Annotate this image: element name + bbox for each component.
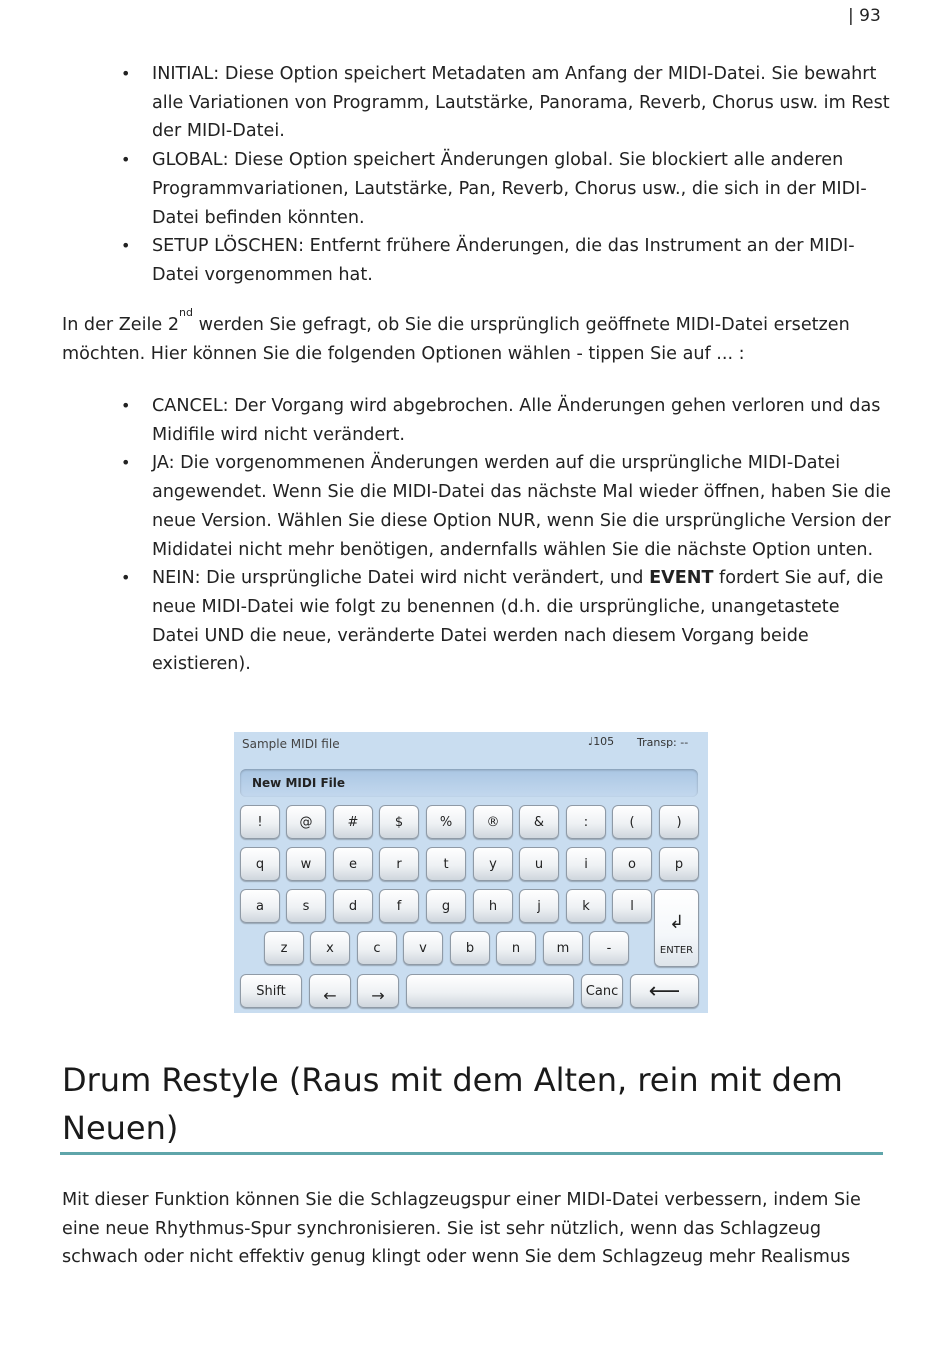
key-at[interactable]: @ bbox=[286, 805, 326, 839]
key-x[interactable]: x bbox=[310, 931, 350, 965]
list-item-cancel: • CANCEL: Der Vorgang wird abgebrochen. Alle Änderungen gehen verloren und das Midifile wird nicht verändert. bbox=[121, 392, 891, 449]
key-colon[interactable]: : bbox=[566, 805, 606, 839]
key-y[interactable]: y bbox=[473, 847, 513, 881]
keyboard-screenshot bbox=[234, 732, 708, 1013]
key-i[interactable]: i bbox=[566, 847, 606, 881]
key-a[interactable]: a bbox=[240, 889, 280, 923]
heading-rule bbox=[60, 1152, 883, 1155]
screen-title: Sample MIDI file bbox=[242, 737, 340, 751]
enter-key-label: ENTER bbox=[659, 945, 694, 956]
enter-icon: ↲ bbox=[668, 912, 685, 933]
key-q[interactable]: q bbox=[240, 847, 280, 881]
backspace-key[interactable] bbox=[630, 974, 699, 1008]
key-k[interactable]: k bbox=[566, 889, 606, 923]
key-dash[interactable]: - bbox=[589, 931, 629, 965]
key-s[interactable]: s bbox=[286, 889, 326, 923]
list-item-ja: • JA: Die vorgenommenen Änderungen werden auf die ursprüngliche MIDI-Datei angewendet. Wenn Sie die MIDI-Datei das nächste Mal wieder öffnen, haben Sie die neue Version. Wählen Sie diese Option NUR, wenn Sie die ursprüngliche Version der Mididatei nicht mehr benötigen, andernfalls wählen Sie die nächste Option unten. bbox=[121, 449, 891, 564]
key-exclamation[interactable]: ! bbox=[240, 805, 280, 839]
key-j[interactable]: j bbox=[519, 889, 559, 923]
key-paren-open[interactable]: ( bbox=[612, 805, 652, 839]
key-m[interactable]: m bbox=[543, 931, 583, 965]
key-v[interactable]: v bbox=[403, 931, 443, 965]
key-d[interactable]: d bbox=[333, 889, 373, 923]
key-f[interactable]: f bbox=[379, 889, 419, 923]
key-b[interactable]: b bbox=[450, 931, 490, 965]
filename-input[interactable] bbox=[240, 769, 698, 797]
enter-key[interactable] bbox=[654, 889, 699, 967]
tempo-display: ♩105 bbox=[588, 735, 615, 748]
page-number: | 93 bbox=[848, 6, 881, 26]
key-h[interactable]: h bbox=[473, 889, 513, 923]
key-g[interactable]: g bbox=[426, 889, 466, 923]
key-r[interactable]: r bbox=[379, 847, 419, 881]
key-dollar[interactable]: $ bbox=[379, 805, 419, 839]
cursor-left-key[interactable] bbox=[309, 974, 351, 1008]
paragraph-replace-question: In der Zeile 2nd werden Sie gefragt, ob Sie die ursprünglich geöffnete MIDI-Datei ersetzen möchten. Hier können Sie die folgenden Optionen wählen - tippen Sie auf ... : bbox=[62, 306, 850, 364]
key-o[interactable]: o bbox=[612, 847, 652, 881]
arrow-right-icon: → bbox=[371, 985, 385, 1005]
key-c[interactable]: c bbox=[357, 931, 397, 965]
list-item-initial: • INITIAL: Diese Option speichert Metadaten am Anfang der MIDI-Datei. Sie bewahrt alle Variationen von Programm, Lautstärke, Panorama, Reverb, Chorus usw. im Rest der MIDI-Datei. bbox=[121, 60, 891, 146]
key-ampersand[interactable]: & bbox=[519, 805, 559, 839]
key-l[interactable]: l bbox=[612, 889, 652, 923]
key-p[interactable]: p bbox=[659, 847, 699, 881]
option-list-replace bbox=[121, 392, 891, 679]
key-u[interactable]: u bbox=[519, 847, 559, 881]
key-w[interactable]: w bbox=[286, 847, 326, 881]
cancel-key[interactable]: Canc bbox=[581, 974, 623, 1008]
list-item-nein: • NEIN: Die ursprüngliche Datei wird nicht verändert, und EVENT fordert Sie auf, die neue MIDI-Datei wie folgt zu benennen (d.h. die ursprüngliche, unangetastete Datei UND die neue, veränderte Datei werden nach diesem Vorgang beide existieren). bbox=[121, 564, 891, 679]
option-list-save bbox=[121, 60, 891, 290]
key-e[interactable]: e bbox=[333, 847, 373, 881]
cursor-right-key[interactable] bbox=[357, 974, 399, 1008]
list-item-setup-loeschen: • SETUP LÖSCHEN: Entfernt frühere Änderungen, die das Instrument an der MIDI-Datei vorgenommen hat. bbox=[121, 232, 891, 289]
key-paren-close[interactable]: ) bbox=[659, 805, 699, 839]
key-n[interactable]: n bbox=[496, 931, 536, 965]
section-heading: Drum Restyle (Raus mit dem Alten, rein mit dem Neuen) bbox=[62, 1061, 843, 1147]
shift-key[interactable]: Shift bbox=[240, 974, 302, 1008]
filename-value: New MIDI File bbox=[252, 776, 346, 790]
space-key[interactable] bbox=[406, 974, 574, 1008]
key-percent[interactable]: % bbox=[426, 805, 466, 839]
key-t[interactable]: t bbox=[426, 847, 466, 881]
paragraph-drum-restyle: Mit dieser Funktion können Sie die Schlagzeugspur einer MIDI-Datei verbessern, indem Sie eine neue Rhythmus-Spur synchronisieren. Sie ist sehr nützlich, wenn das Schlagzeug schwach oder nicht effektiv genug klingt oder wenn Sie dem Schlagzeug mehr Realismus bbox=[62, 1190, 861, 1268]
backspace-icon: ⟵ bbox=[648, 978, 681, 1004]
transpose-display: Transp: -- bbox=[637, 736, 689, 749]
key-hash[interactable]: # bbox=[333, 805, 373, 839]
key-z[interactable]: z bbox=[264, 931, 304, 965]
arrow-left-icon: ← bbox=[323, 985, 337, 1005]
list-item-global: • GLOBAL: Diese Option speichert Änderungen global. Sie blockiert alle anderen Programmvariationen, Lautstärke, Pan, Reverb, Chorus usw., die sich in der MIDI-Datei befinden könnten. bbox=[121, 146, 891, 232]
key-registered[interactable]: ® bbox=[473, 805, 513, 839]
